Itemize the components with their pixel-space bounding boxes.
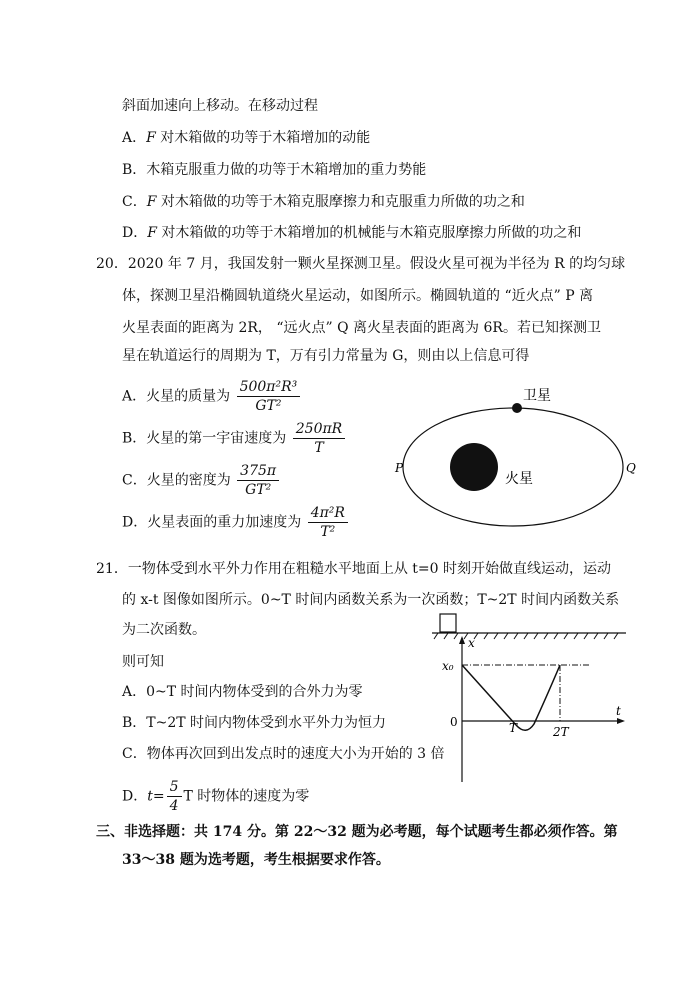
t-axis-label: t	[616, 704, 621, 718]
q21-option-a: A．0~T 时间内物体受到的合外力为零	[122, 684, 363, 700]
q21-lead: 则可知	[122, 654, 164, 670]
planet-label: 火星	[505, 471, 533, 487]
box-block	[440, 614, 456, 632]
linear-segment	[462, 665, 516, 725]
planet-mars	[450, 443, 498, 491]
q20-option-a: A．火星的质量为 $\frac{\text{500π²R³}}{\text{GT²}}$	[122, 378, 302, 415]
q21-line-2: 的 x-t 图像如图所示。0~T 时间内函数关系为一次函数；T~2T 时间内函数关系	[122, 592, 620, 608]
twoT-label: 2T	[553, 725, 569, 739]
xt-graph-figure	[430, 612, 630, 784]
satellite-label: 卫星	[523, 388, 551, 404]
q19-lead: 斜面加速向上移动。在移动过程	[122, 98, 318, 114]
q21-option-b: B．T~2T 时间内物体受到水平外力为恒力	[122, 715, 387, 731]
fraction: $\frac{\text{4π²R}}{\text{T²}}$	[308, 504, 348, 541]
orbit-ellipse	[403, 408, 623, 526]
section3-line-1: 三、非选择题：共 174 分。第 22～32 题为必考题，每个试题考生都必须作答。第	[96, 824, 618, 840]
q19-option-c: C．F 对木箱做的功等于木箱克服摩擦力和克服重力所做的功之和	[122, 194, 525, 210]
fraction: $\frac{250\pi R}{T}$	[293, 420, 345, 457]
satellite-dot	[512, 403, 522, 413]
fraction: $\frac{\text{500π²R³}}{\text{GT²}}$	[237, 378, 301, 415]
x-axis-label: x	[468, 636, 475, 650]
point-q-label: Q	[626, 461, 636, 475]
q21-option-c: C．物体再次回到出发点时的速度大小为开始的 3 倍	[122, 746, 445, 762]
q20-option-c: C．火星的密度为 $\frac{375\pi}{\text{GT²}}$	[122, 462, 281, 499]
q20-line-3: 火星表面的距离为 2R， “远火点” Q 离火星表面的距离为 6R。若已知探测卫	[122, 320, 601, 336]
q20-option-d: D．火星表面的重力加速度为 $\frac{\text{4π²R}}{\text{T²}}$	[122, 504, 350, 541]
q20-option-b: B．火星的第一宇宙速度为 $\frac{250\pi R}{T}$	[122, 420, 347, 457]
q20-line-2: 体，探测卫星沿椭圆轨道绕火星运动，如图所示。椭圆轨道的 “近火点” P 离	[122, 288, 594, 304]
q19-option-d: D．F 对木箱做的功等于木箱增加的机械能与木箱克服摩擦力所做的功之和	[122, 225, 582, 241]
t-axis-arrow	[617, 718, 625, 724]
q21-option-d: D．t= $\frac{5}{4}$ T 时物体的速度为零	[122, 779, 310, 814]
fraction: $\frac{5}{4}$	[167, 778, 182, 815]
x0-label: x₀	[442, 659, 454, 673]
q20-line-4: 星在轨道运行的周期为 T，万有引力常量为 G，则由以上信息可得	[122, 348, 530, 364]
q21-line-1: 21．一物体受到水平外力作用在粗糙水平地面上从 t=0 时刻开始做直线运动，运动	[96, 561, 611, 577]
orbit-figure	[385, 380, 645, 535]
q19-option-b: B．木箱克服重力做的功等于木箱增加的重力势能	[122, 162, 427, 178]
q21-line-3: 为二次函数。	[122, 622, 206, 638]
point-p-label: P	[395, 461, 404, 475]
origin-label: 0	[450, 715, 458, 729]
q20-line-1: 20．2020 年 7 月，我国发射一颗火星探测卫星。假设火星可视为半径为 R 的均匀球	[96, 256, 626, 272]
fraction: $\frac{375\pi}{\text{GT²}}$	[237, 462, 279, 499]
T-label: T	[509, 721, 518, 735]
q19-option-a: A．F 对木箱做的功等于木箱增加的动能	[122, 130, 371, 146]
section3-line-2: 33～38 题为选考题，考生根据要求作答。	[122, 852, 390, 868]
x-axis-arrow	[459, 636, 465, 644]
